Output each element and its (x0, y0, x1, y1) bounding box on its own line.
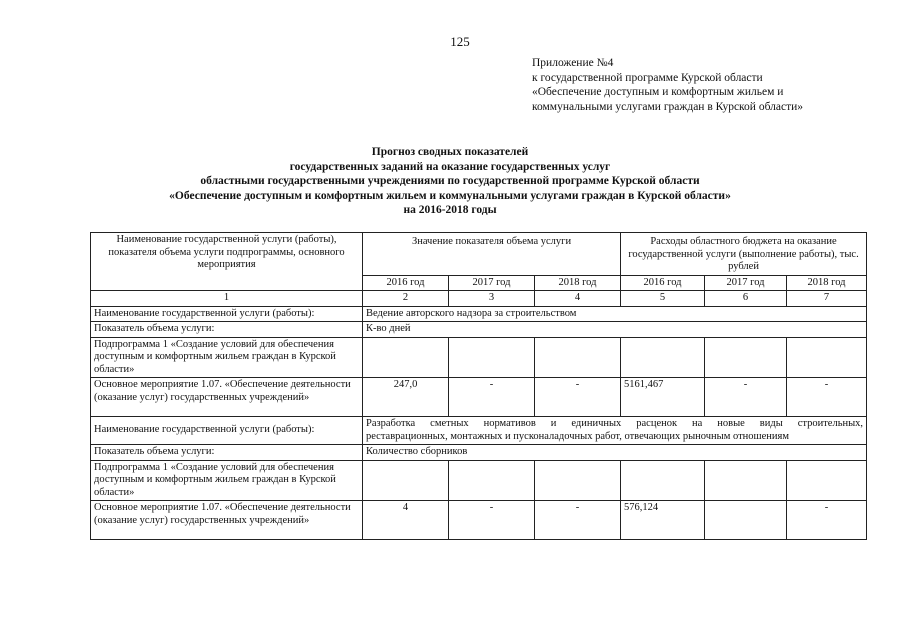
table-row (91, 322, 867, 338)
empty-cell (787, 460, 867, 501)
indicator-label: Показатель объема услуги: (91, 322, 363, 338)
empty-cell (535, 337, 621, 378)
column-number: 3 (449, 291, 535, 307)
subprogram-cell: Подпрограмма 1 «Создание условий для обеспечения доступным и комфортным жильем граждан в Курской области» (91, 460, 363, 501)
value-cell (705, 501, 787, 540)
appendix-note (532, 56, 892, 114)
year-cell: 2017 год (449, 275, 535, 291)
empty-cell (705, 460, 787, 501)
value-cell: - (787, 501, 867, 540)
subprogram-cell: Подпрограмма 1 «Создание условий для обеспечения доступным и комфортным жильем граждан в Курской области» (91, 337, 363, 378)
service-label: Наименование государственной услуги (работы): (91, 417, 363, 445)
empty-cell (621, 337, 705, 378)
table-row (91, 445, 867, 461)
table-row (91, 501, 867, 540)
empty-cell (449, 337, 535, 378)
column-number: 4 (535, 291, 621, 307)
title-line: областными государственными учреждениями по государственной программе Курской области (200, 175, 700, 187)
empty-cell (449, 460, 535, 501)
title-line: на 2016-2018 годы (403, 204, 497, 216)
header-expense-group: Расходы областного бюджета на оказание государственной услуги (выполнение работы), тыс. рублей (621, 233, 867, 276)
indicator-value: К-во дней (363, 322, 867, 338)
table-row (91, 337, 867, 378)
value-cell: - (535, 501, 621, 540)
value-cell: 4 (363, 501, 449, 540)
appendix-line: к государственной программе Курской области (532, 71, 763, 84)
appendix-line: «Обеспечение доступным и комфортным жильем и (532, 86, 784, 98)
title-line: «Обеспечение доступным и комфортным жильем и коммунальными услугами граждан в Курской области» (169, 189, 731, 202)
appendix-line: коммунальными услугами граждан в Курской области» (532, 100, 804, 113)
year-cell: 2016 год (363, 275, 449, 291)
value-cell: 576,124 (621, 501, 705, 540)
value-cell: - (705, 378, 787, 417)
empty-cell (535, 460, 621, 501)
year-cell: 2017 год (705, 275, 787, 291)
value-cell: 247,0 (363, 378, 449, 417)
service-value: Ведение авторского надзора за строительством (363, 306, 867, 322)
service-value-line: Разработка сметных нормативов и единичных расценок на новые виды строительных, (366, 418, 864, 429)
year-cell: 2018 год (787, 275, 867, 291)
measure-cell: Основное мероприятие 1.07. «Обеспечение деятельности (оказание услуг) государственных учреждений» (91, 501, 363, 540)
service-value (363, 417, 867, 445)
service-label: Наименование государственной услуги (работы): (91, 306, 363, 322)
empty-cell (363, 337, 449, 378)
measure-cell: Основное мероприятие 1.07. «Обеспечение деятельности (оказание услуг) государственных учреждений» (91, 378, 363, 417)
header-row (91, 233, 867, 276)
document-title (100, 145, 800, 218)
column-number: 1 (91, 291, 363, 307)
title-line: государственных заданий на оказание государственных услуг (289, 160, 611, 173)
value-cell: - (449, 501, 535, 540)
empty-cell (787, 337, 867, 378)
appendix-line: Приложение №4 (532, 57, 614, 69)
indicator-label: Показатель объема услуги: (91, 445, 363, 461)
column-numbers-row (91, 291, 867, 307)
value-cell: - (787, 378, 867, 417)
table-row (91, 306, 867, 322)
table-row (91, 378, 867, 417)
title-line: Прогноз сводных показателей (371, 146, 529, 158)
column-number: 6 (705, 291, 787, 307)
year-cell: 2018 год (535, 275, 621, 291)
empty-cell (363, 460, 449, 501)
table-row (91, 460, 867, 501)
header-volume-group: Значение показателя объема услуги (363, 233, 621, 276)
column-number: 2 (363, 291, 449, 307)
value-cell: - (449, 378, 535, 417)
column-number: 7 (787, 291, 867, 307)
table-row (91, 417, 867, 445)
header-name-cell: Наименование государственной услуги (работы), показателя объема услуги подпрограммы, основного мероприятия (91, 233, 363, 291)
page-number: 125 (450, 34, 470, 49)
column-number: 5 (621, 291, 705, 307)
year-cell: 2016 год (621, 275, 705, 291)
indicator-value: Количество сборников (363, 445, 867, 461)
value-cell: - (535, 378, 621, 417)
empty-cell (621, 460, 705, 501)
service-value-line: реставрационных, монтажных и пусконаладочных работ, отвечающих рыночным отношениям (366, 430, 789, 442)
empty-cell (705, 337, 787, 378)
value-cell: 5161,467 (621, 378, 705, 417)
forecast-table (90, 232, 867, 540)
